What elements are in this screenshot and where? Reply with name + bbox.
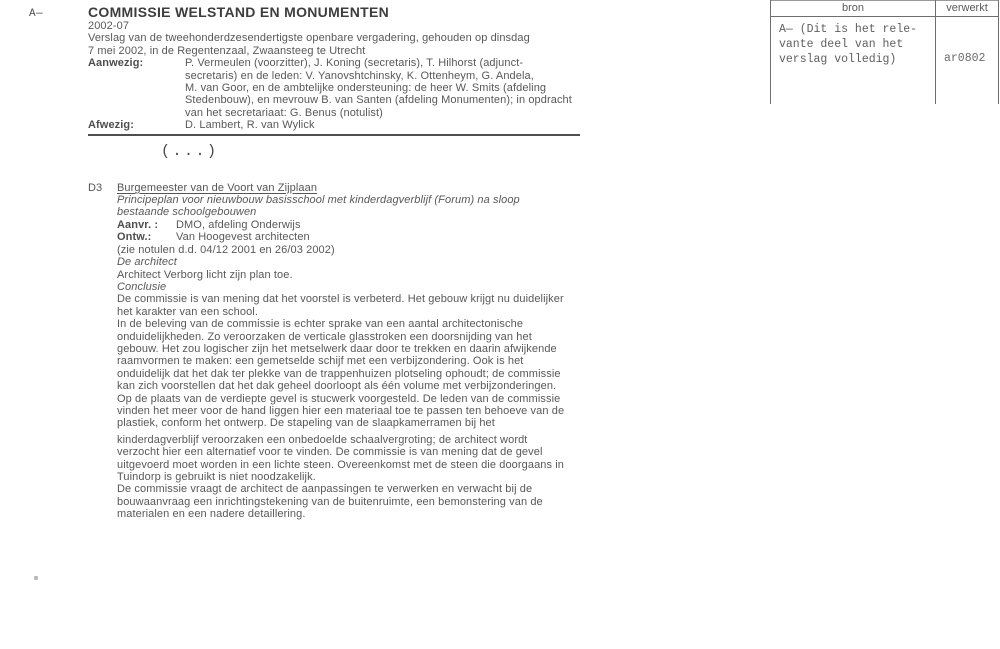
agenda-item-title: Burgemeester van de Voort van Zijplaan [117, 181, 318, 194]
margin-annotation-mark: A— [29, 8, 44, 20]
attendance-absent-row [88, 119, 580, 131]
column-header-bron: bron [841, 2, 865, 14]
agenda-item-code: D3 [88, 181, 103, 194]
case-number: 2002-07 [88, 20, 130, 32]
registration-table [770, 0, 999, 104]
scan-artifact-speck [34, 576, 38, 580]
table-top-border [770, 0, 999, 1]
conclusion-paragraph: De commissie vraagt de architect de aanpassingen te verwerken en verwacht bij de bouwaanvraag een inrichtingstekening van de buitenruimte, een bemonstering van de materialen en een nadere detaillering. [117, 483, 543, 521]
agenda-item-subtitle: Principeplan voor nieuwbouw basisschool met kinderdagverblijf (Forum) na sloop bestaande schoolgebouwen [117, 194, 520, 219]
applicant-value: DMO, afdeling Onderwijs [176, 218, 301, 231]
absent-label: Afwezig: [88, 119, 135, 132]
designer-label: Ontw.: [117, 231, 152, 244]
designer-field [117, 231, 580, 243]
verwerkt-cell-value: ar0802 [944, 52, 986, 65]
designer-value: Van Hoogevest architecten [176, 231, 310, 244]
meeting-intro: Verslag van de tweehonderdzesendertigste openbare vergadering, gehouden op dinsdag 7 mei 2002, in de Regentenzaal, Zwaansteeg te Utrecht [88, 32, 530, 57]
present-names: P. Vermeulen (voorzitter), J. Koning (secretaris), T. Hilhorst (adjunct- secretaris) en de leden: V. Yanovshtchinsky, K. Ottenheym, G. Andela, M. van Goor, en de ambtelijke ondersteuning: de heer W. Smits (afdeling Stedenbouw), en mevrouw B. van Santen (afdeling Monumenten); in opdracht van het secretariaat: G. Benus (notulist) [185, 57, 572, 119]
attendance-present-row [88, 57, 580, 119]
conclusion-section-heading: Conclusie [117, 280, 167, 293]
conclusion-paragraph: In de beleving van de commissie is echter sprake van een aantal architectonische onduidelijkheden. Zo veroorzaken de verticale glasstroken een doorsnijding van het gebouw. Het zou logischer zijn het metselwerk daar door te trekken en daarin afwijkende raamvormen te maken: een gemetselde schijf met een verbijzondering. Ook is het onduidelijk dat het dak ter plekke van de trappenhuizen plotseling ophoudt; de commissie kan zich voorstellen dat het dak geheel doorloopt als één volume met verbijzonderingen. [117, 318, 561, 393]
conclusion-paragraph: Op de plaats van de verdiepte gevel is stucwerk voorgesteld. De leden van de commissie vinden het meer voor de hand liggen hier een materiaal toe te passen ten behoeve van de plastiek, conform het ontwerp. De stapeling van de slaapkamerramen bij het [117, 392, 565, 430]
architect-section-heading: De architect [117, 256, 177, 269]
absent-names: D. Lambert, R. van Wylick [185, 119, 315, 132]
document-body [88, 4, 580, 521]
conclusion-paragraph: kinderdagverblijf veroorzaken een onbedoelde schaalvergroting; de architect wordt verzocht hier een alternatief voor te vinden. De commissie is van mening dat de gevel uitgevoerd moet worden in een lichte steen. Overeenkomst met de steen die doorgaans in Tuindorp is gebruikt is niet noodzakelijk. [117, 433, 565, 483]
minutes-reference: (zie notulen d.d. 04/12 2001 en 26/03 2002) [117, 243, 335, 256]
applicant-label: Aanvr. : [117, 218, 159, 231]
agenda-item-d3 [88, 182, 580, 521]
present-label: Aanwezig: [88, 57, 144, 70]
document-title: COMMISSIE WELSTAND EN MONUMENTEN [88, 4, 390, 20]
table-header-underline [770, 16, 999, 17]
agenda-item-content [117, 182, 580, 521]
applicant-field [117, 219, 580, 231]
header-divider-rule [88, 134, 580, 136]
architect-section-text: Architect Verborg licht zijn plan toe. [117, 268, 293, 281]
bron-cell-annotation: A— (Dit is het rele- vante deel van het verslag volledig) [779, 23, 918, 66]
omitted-content-mark: (...) [161, 142, 219, 160]
conclusion-paragraph: De commissie is van mening dat het voorstel is verbeterd. Het gebouw krijgt nu duidelijker het karakter van een school. [117, 293, 564, 318]
column-header-verwerkt: verwerkt [946, 2, 988, 14]
